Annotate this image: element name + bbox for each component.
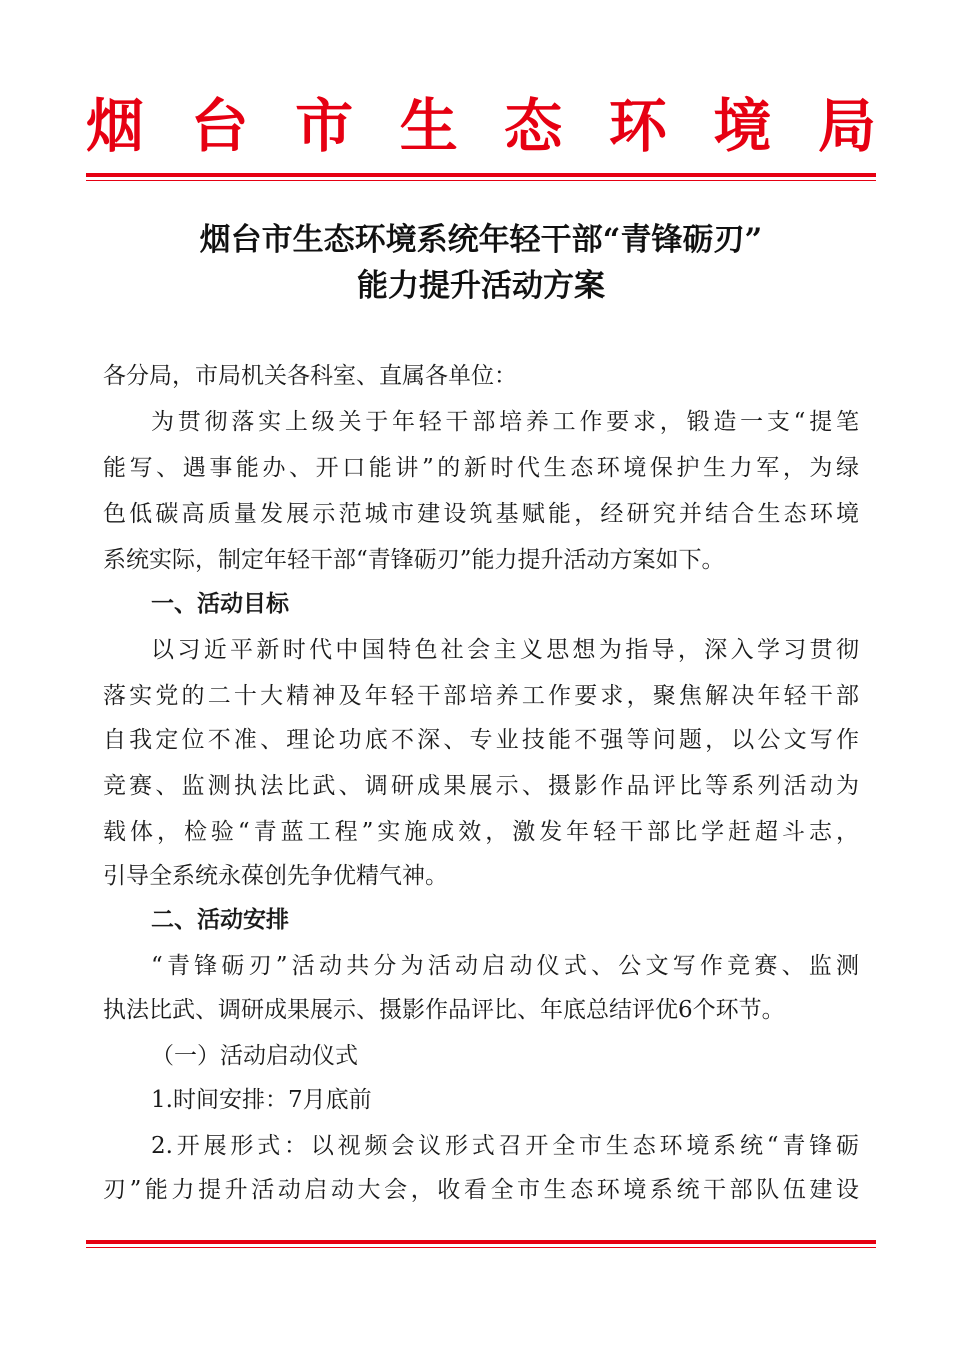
masthead-char: 环: [608, 92, 667, 160]
masthead-char: 境: [713, 92, 772, 160]
launch-item-form-line: 2.开展形式：以视频会议形式召开全市生态环境系统“青锋砺: [151, 1133, 859, 1159]
goals-line: 竞赛、监测执法比武、调研成果展示、摄影作品评比等系列活动为: [103, 773, 859, 799]
masthead-char: 态: [504, 92, 563, 160]
section-heading-arrangement: 二、活动安排: [151, 907, 289, 933]
goals-line: 引导全系统永葆创先争优精气神。: [103, 863, 448, 889]
masthead-char: 烟: [86, 92, 145, 160]
masthead-char: 台: [190, 92, 249, 160]
masthead-char: 生: [399, 92, 458, 160]
subsection-heading-launch: （一）活动启动仪式: [151, 1043, 358, 1069]
launch-item-form-line: 刃”能力提升活动启动大会，收看全市生态环境系统干部队伍建设: [103, 1177, 859, 1203]
arrangement-line: 执法比武、调研成果展示、摄影作品评比、年底总结评优6个环节。: [103, 997, 785, 1023]
intro-line: 为贯彻落实上级关于年轻干部培养工作要求，锻造一支“提笔: [151, 409, 859, 435]
intro-line: 能写、遇事能办、开口能讲”的新时代生态环境保护生力军，为绿: [103, 455, 859, 481]
masthead-char: 局: [817, 92, 876, 160]
goals-line: 以习近平新时代中国特色社会主义思想为指导，深入学习贯彻: [151, 637, 859, 663]
goals-line: 落实党的二十大精神及年轻干部培养工作要求，聚焦解决年轻干部: [103, 683, 859, 709]
launch-item-time: 1.时间安排：7月底前: [151, 1087, 372, 1113]
document-title-line-2: 能力提升活动方案: [357, 268, 605, 304]
goals-line: 载体，检验“青蓝工程”实施成效，激发年轻干部比学赶超斗志，: [103, 819, 859, 845]
masthead: [86, 88, 876, 164]
salutation: 各分局，市局机关各科室、直属各单位：: [103, 363, 517, 389]
document-title-line-1: 烟台市生态环境系统年轻干部“青锋砺刃”: [199, 222, 763, 258]
arrangement-line: “青锋砺刃”活动共分为活动启动仪式、公文写作竞赛、监测: [151, 953, 859, 979]
intro-line: 色低碳高质量发展示范城市建设筑基赋能，经研究并结合生态环境: [103, 501, 859, 527]
intro-line: 系统实际，制定年轻干部“青锋砺刃”能力提升活动方案如下。: [103, 547, 725, 573]
footer-red-rule: [86, 1240, 876, 1248]
goals-line: 自我定位不准、理论功底不深、专业技能不强等问题，以公文写作: [103, 727, 859, 753]
section-heading-goals: 一、活动目标: [151, 591, 289, 617]
masthead-char: 市: [295, 92, 354, 160]
masthead-red-rule: [86, 173, 876, 181]
